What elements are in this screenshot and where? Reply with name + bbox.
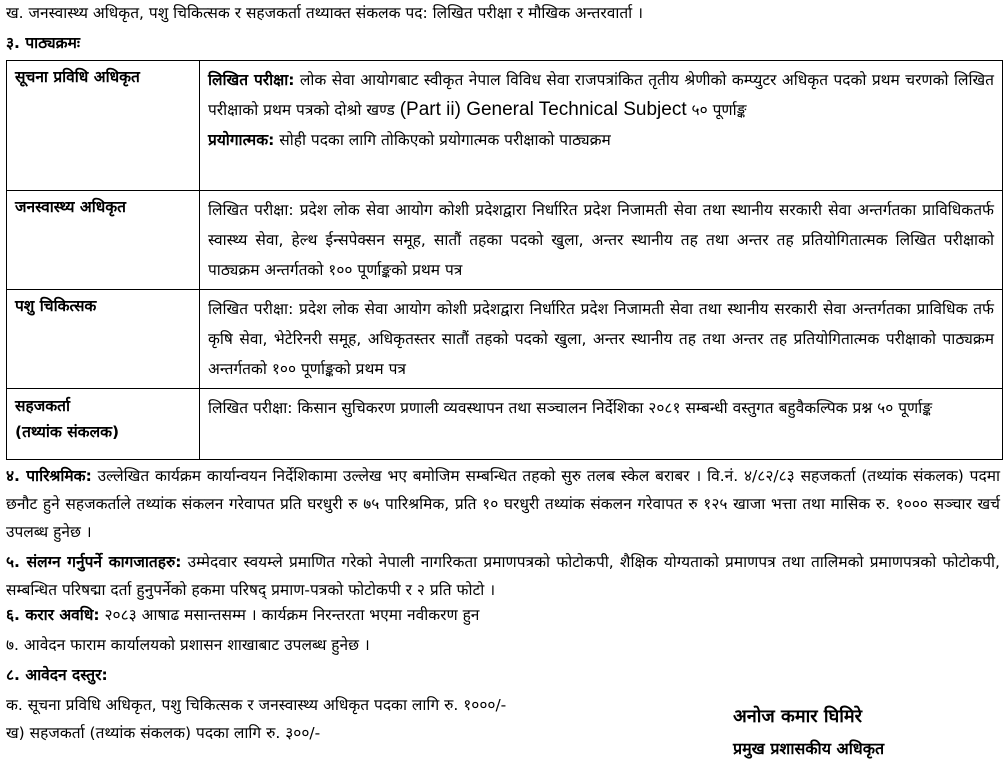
- section4-text: उल्लेखित कार्यक्रम कार्यान्वयन निर्देशिकामा उल्लेख भए बमोजिम सम्बन्धित तहको सुरु तलब स्केल बराबर । वि.नं. ४/८२/८३ सहजकर्ता (तथ्यांक संकलक) पदमा छनौट हुने सहजकर्ताले तथ्यांक संकलन गरेवापत प्रति घरधुरी रु ७५ पारिश्रमिक, प्रति १० घरधुरी तथ्यांक संकलन गरेवापत रु १२५ खाजा भत्ता तथा मासिक रु. १००० सञ्चार खर्च उपलब्ध हुनेछ ।: [6, 467, 1000, 541]
- intro-line: ख. जनस्वास्थ्य अधिकृत, पशु चिकित्सक र सहजकर्ता तथ्याक्त संकलक पद: लिखित परीक्षा र मौखिक अन्तरवार्ता ।: [6, 4, 643, 22]
- written-latin: (Part ii) General Technical Subject: [399, 99, 687, 120]
- post-name: सहजकर्ता: [15, 397, 70, 415]
- section5-label: ५. संलग्न गर्नुपर्ने कागजातहरु:: [6, 553, 182, 571]
- section4-label: ४. पारिश्रमिक:: [6, 467, 92, 485]
- table-row: [7, 191, 1003, 290]
- written-label: लिखित परीक्षा:: [208, 71, 295, 89]
- post-cell: [7, 61, 200, 191]
- syllabus-cell: [200, 389, 1003, 460]
- syllabus-table: [6, 60, 1003, 460]
- syllabus-text: लिखित परीक्षा: किसान सुचिकरण प्रणाली व्यवस्थापन तथा सञ्चालन निर्देशिका २०८१ सम्बन्धी वस्तुगत बहुवैकल्पिक प्रश्न ५० पूर्णाङ्क: [208, 399, 933, 417]
- post-name: पशु चिकित्सक: [15, 297, 97, 315]
- section8-item-a: क. सूचना प्रविधि अधिकृत, पशु चिकित्सक र जनस्वास्थ्य अधिकृत पदका लागि रु. १०००/-: [6, 696, 507, 714]
- syllabus-cell: [200, 61, 1003, 191]
- section8-item-b: ख) सहजकर्ता (तथ्यांक संकलक) पदका लागि रु. ३००/-: [6, 724, 321, 742]
- practical-label: प्रयोगात्मक:: [208, 131, 275, 149]
- section8-label: ८. आवेदन दस्तुर:: [6, 666, 108, 684]
- post-cell: [7, 191, 200, 290]
- signatory-name: अनोज कमार घिमिरे: [733, 706, 862, 727]
- syllabus-cell: [200, 191, 1003, 290]
- syllabus-cell: [200, 290, 1003, 389]
- section6-text: २०८३ आषाढ मसान्तसम्म । कार्यक्रम निरन्तरता भएमा नवीकरण हुन: [104, 606, 480, 624]
- practical-text: सोही पदका लागि तोकिएको प्रयोगात्मक परीक्षाको पाठ्यक्रम: [279, 131, 611, 149]
- section3-heading: ३. पाठ्यक्रमः: [6, 34, 80, 52]
- section6-label: ६. करार अवधि:: [6, 606, 100, 624]
- section7: ७. आवेदन फाराम कार्यालयको प्रशासन शाखाबाट उपलब्ध हुनेछ ।: [6, 636, 370, 654]
- section4: [6, 462, 1000, 546]
- written-marks: ५० पूर्णाङ्क: [691, 101, 747, 119]
- signatory-title: प्रमुख प्रशासकीय अधिकृत: [733, 739, 885, 758]
- section5: [6, 548, 1000, 604]
- table-row: [7, 290, 1003, 389]
- post-name-sub: (तथ्यांक संकलक): [15, 423, 120, 441]
- post-cell: [7, 389, 200, 460]
- written-text: लोक सेवा आयोगबाट स्वीकृत नेपाल विविध सेवा राजपत्रांकित तृतीय श्रेणीको कम्प्युटर अधिकृत पदको प्रथम चरणको लिखित परीक्षाको प्रथम पत्रको दोश्रो खण्ड: [208, 71, 995, 119]
- section6: [6, 604, 479, 626]
- table-row: [7, 389, 1003, 460]
- section5-text: उम्मेदवार स्वयम्ले प्रमाणित गरेको नेपाली नागरिकता प्रमाणपत्रको फोटोकपी, शैक्षिक योग्यताको प्रमाणपत्र तथा तालिमको प्रमाणपत्रको फोटोकपी, सम्बन्धित परिषद्मा दर्ता हुनुपर्नेको हकमा परिषद् प्रमाण-पत्रको फोटोकपी र २ प्रति फोटो ।: [6, 553, 1000, 599]
- post-name: सूचना प्रविधि अधिकृत: [15, 68, 140, 86]
- syllabus-text: लिखित परीक्षा: प्रदेश लोक सेवा आयोग कोशी प्रदेशद्वारा निर्धारित प्रदेश निजामती सेवा तथा स्थानीय सरकारी सेवा अन्तर्गतका प्राविधिक तर्फ कृषि सेवा, भेटेरिनरी समूह, अधिकृतस्तर सातौं तहको पदको खुला, अन्तर स्थानीय तह तथा अन्तर तह प्रतियोगितात्मक परीक्षाको पाठ्यक्रम अन्तर्गतको १०० पूर्णाङ्कको प्रथम पत्र: [208, 300, 994, 378]
- post-cell: [7, 290, 200, 389]
- table-row: [7, 61, 1003, 191]
- post-name: जनस्वास्थ्य अधिकृत: [15, 198, 126, 216]
- syllabus-text: लिखित परीक्षा: प्रदेश लोक सेवा आयोग कोशी प्रदेशद्वारा निर्धारित प्रदेश निजामती सेवा तथा स्थानीय सरकारी सेवा अन्तर्गतका प्राविधिकतर्फ स्वास्थ्य सेवा, हेल्थ ईन्सपेक्सन समूह, सातौं तहका पदको खुला, अन्तर स्थानीय तह तथा अन्तर तह प्रतियोगितात्मक लिखित परीक्षाको पाठ्यक्रम अन्तर्गतको १०० पूर्णाङ्कको प्रथम पत्र: [208, 201, 994, 279]
